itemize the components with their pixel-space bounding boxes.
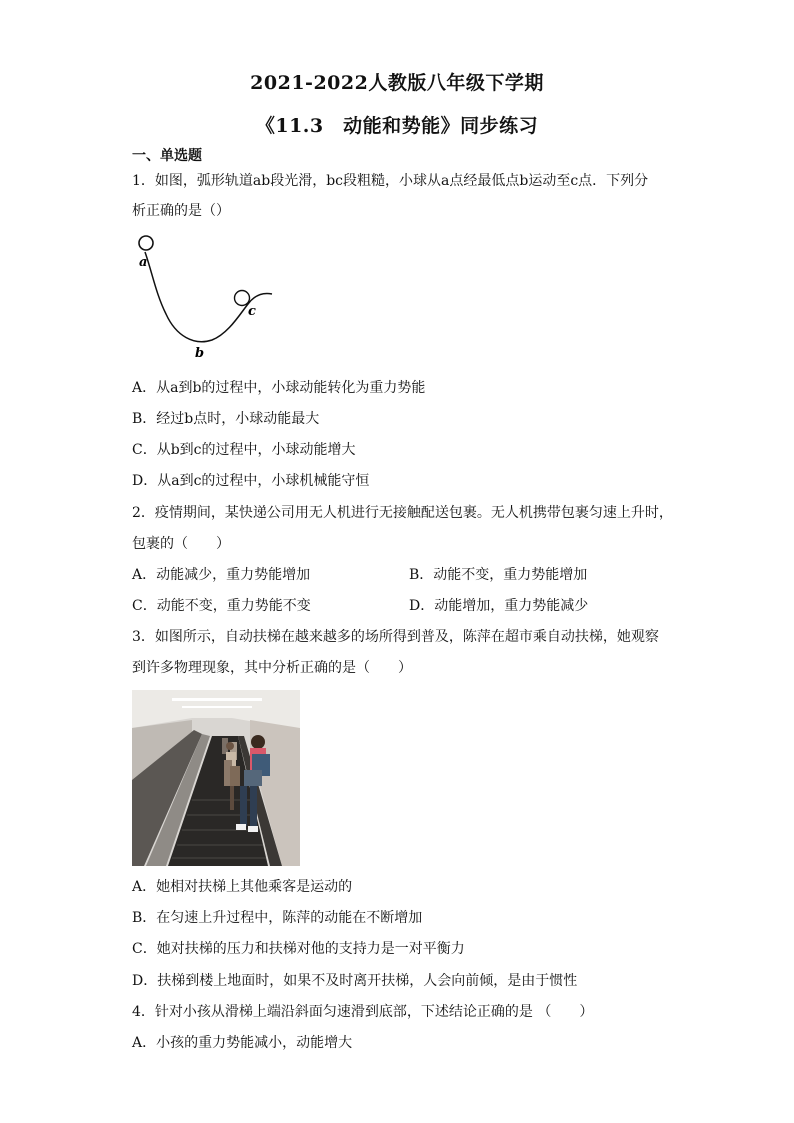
document-title-line1: 2021-2022人教版八年级下学期 [250,72,544,94]
arc-track [145,252,272,342]
q3-option-b: B．在匀速上升过程中，陈萍的动能在不断增加 [132,910,423,926]
q1-option-d: D．从a到c的过程中，小球机械能守恒 [132,473,370,489]
q1-option-b: B．经过b点时，小球动能最大 [132,411,320,427]
label-c: c [248,304,256,319]
escalator-photo [132,690,300,866]
q2-option-b: B．动能不变，重力势能增加 [409,567,588,583]
q2-stem-line1: 2．疫情期间，某快递公司用无人机进行无接触配送包裹。无人机携带包裹匀速上升时， [132,505,673,521]
q2-option-c: C．动能不变，重力势能不变 [132,598,311,614]
q3-stem-line1: 3．如图所示，自动扶梯在越来越多的场所得到普及，陈萍在超市乘自动扶梯，她观察 [132,629,659,645]
q1-stem-line1: 1．如图，弧形轨道ab段光滑，bc段粗糙，小球从a点经最低点b运动至c点．下列分 [132,173,649,189]
q1-stem-line2: 析正确的是（） [132,203,230,219]
section-heading-single-choice: 一、单选题 [132,148,202,164]
document-title-line2: 《11.3 动能和势能》同步练习 [255,115,539,137]
q3-option-c: C．她对扶梯的压力和扶梯对他的支持力是一对平衡力 [132,941,465,957]
q2-option-a: A．动能减少，重力势能增加 [132,567,311,583]
q1-option-a: A．从a到b的过程中，小球动能转化为重力势能 [132,380,426,396]
q3-stem-line2: 到许多物理现象，其中分析正确的是（ ） [132,660,412,676]
q1-option-c: C．从b到c的过程中，小球动能增大 [132,442,356,458]
q1-track-figure [132,232,282,362]
q3-option-a: A．她相对扶梯上其他乘客是运动的 [132,879,353,895]
ball-at-a [139,236,153,250]
q4-stem-line1: 4．针对小孩从滑梯上端沿斜面匀速滑到底部，下述结论正确的是 （ ） [132,1004,594,1020]
label-b: b [195,346,205,361]
q2-option-d: D．动能增加，重力势能减少 [409,598,589,614]
q4-option-a: A．小孩的重力势能减小，动能增大 [132,1035,353,1051]
q2-stem-line2: 包裹的（ ） [132,536,230,552]
q3-option-d: D．扶梯到楼上地面时，如果不及时离开扶梯，人会向前倾，是由于惯性 [132,973,578,989]
label-a: a [139,255,148,270]
